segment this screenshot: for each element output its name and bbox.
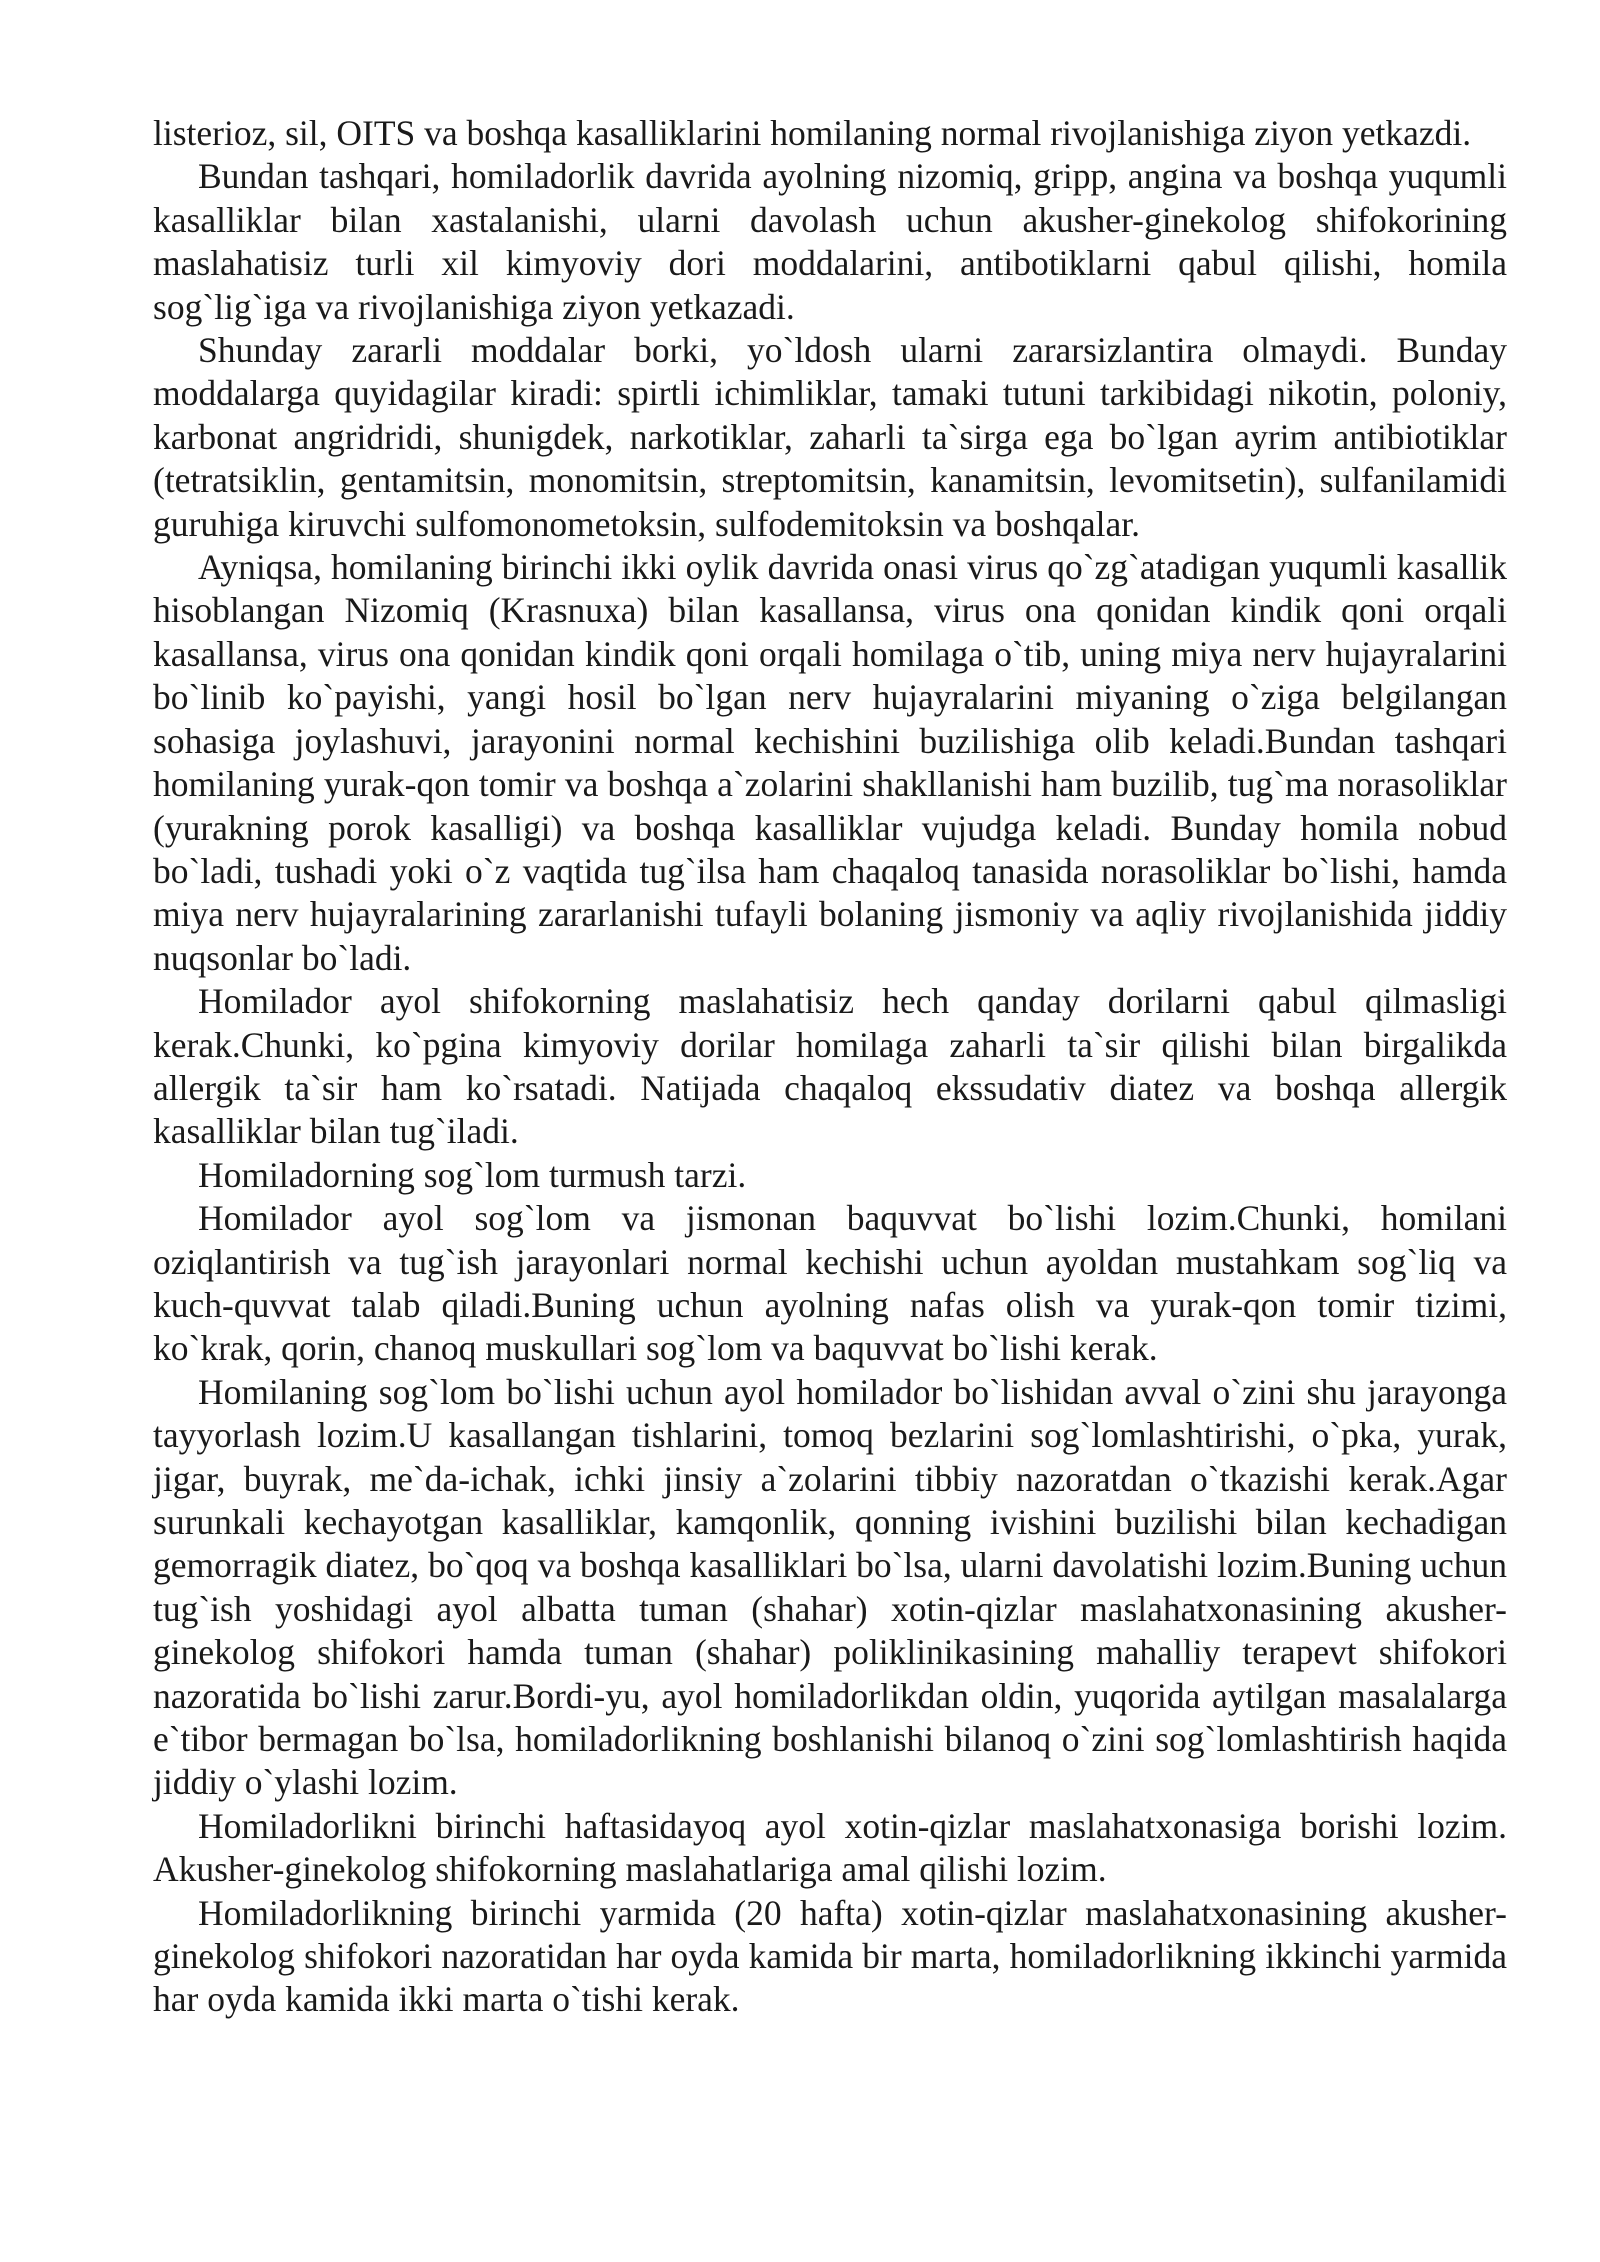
paragraph-4: Ayniqsa, homilaning birinchi ikki oylik davrida onasi virus qo`zg`atadigan yuqumli kasallik hisoblangan Nizomiq (Krasnuxa) bilan kasallansa, virus ona qonidan kindik qoni orqali kasallansa, virus ona qonidan kindik qoni orqali homilaga o`tib, uning miya nerv hujayralarini bo`linib ko`payishi, yangi hosil bo`lgan nerv hujayralarini miyaning o`ziga belgilangan sohasiga joylashuvi, jarayonini normal kechishini buzilishiga olib keladi.Bundan tashqari homilaning yurak-qon tomir va boshqa a`zolarini shakllanishi ham buzilib, tug`ma norasoliklar (yurakning porok kasalligi) va boshqa kasalliklar vujudga keladi. Bunday homila nobud bo`ladi, tushadi yoki o`z vaqtida tug`ilsa ham chaqaloq tanasida norasoliklar bo`lishi, hamda miya nerv hujayralarining zararlanishi tufayli bolaning jismoniy va aqliy rivojlanishida jiddiy nuqsonlar bo`ladi. <box>153 547 1507 978</box>
section-heading: Homiladorning sog`lom turmush tarzi. <box>198 1154 747 1195</box>
paragraph-10: Homiladorlikning birinchi yarmida (20 hafta) xotin-qizlar maslahatxonasining akusher-ginekolog shifokori nazoratidan har oyda kamida bir marta, homiladorlikning ikkinchi yarmida har oyda kamida ikki marta o`tishi kerak. <box>153 1892 1507 2020</box>
paragraph-5: Homilador ayol shifokorning maslahatisiz hech qanday dorilarni qabul qilmasligi kerak.Chunki, ko`pgina kimyoviy dorilar homilaga zaharli ta`sir qilishi bilan birgalikda allergik ta`sir ham ko`rsatadi. Natijada chaqaloq ekssudativ diatez va boshqa allergik kasalliklar bilan tug`iladi. <box>153 981 1507 1152</box>
paragraph-3: Shunday zararli moddalar borki, yo`ldosh ularni zararsizlantira olmaydi. Bunday moddalarga quyidagilar kiradi: spirtli ichimliklar, tamaki tutuni tarkibidagi nikotin, poloniy, karbonat angridridi, shunigdek, narkotiklar, zaharli ta`sirga ega bo`lgan ayrim antibiotiklar (tetratsiklin, gentamitsin, monomitsin, streptomitsin, kanamitsin, levomitsetin), sulfanilamidi guruhiga kiruvchi sulfomonometoksin, sulfodemitoksin va boshqalar. <box>153 330 1507 544</box>
paragraph-2: Bundan tashqari, homiladorlik davrida ayolning nizomiq, gripp, angina va boshqa yuqumli kasalliklar bilan xastalanishi, ularni davolash uchun akusher-ginekolog shifokorining maslahatisiz turli xil kimyoviy dori moddalarini, antibotiklarni qabul qilishi, homila sog`lig`iga va rivojlanishiga ziyon yetkazadi. <box>153 156 1507 327</box>
paragraph-1: listerioz, sil, OITS va boshqa kasalliklarini homilaning normal rivojlanishiga ziyon yetkazdi. <box>153 113 1472 153</box>
document-page <box>153 112 1507 2022</box>
paragraph-9: Homiladorlikni birinchi haftasidayoq ayol xotin-qizlar maslahatxonasiga borishi lozim. Akusher-ginekolog shifokorning maslahatlariga amal qilishi lozim. <box>153 1805 1507 1890</box>
paragraph-8: Homilaning sog`lom bo`lishi uchun ayol homilador bo`lishidan avval o`zini shu jarayonga tayyorlash lozim.U kasallangan tishlarini, tomoq bezlarini sog`lomlashtirishi, o`pka, yurak, jigar, buyrak, me`da-ichak, ichki jinsiy a`zolarini tibbiy nazoratdan o`tkazishi kerak.Agar surunkali kechayotgan kasalliklar, kamqonlik, qonning ivishini buzilishi bilan kechadigan gemorragik diatez, bo`qoq va boshqa kasalliklari bo`lsa, ularni davolatishi lozim.Buning uchun tug`ish yoshidagi ayol albatta tuman (shahar) xotin-qizlar maslahatxonasining akusher-ginekolog shifokori hamda tuman (shahar) poliklinikasining mahalliy terapevt shifokori nazoratida bo`lishi zarur.Bordi-yu, ayol homiladorlikdan oldin, yuqorida aytilgan masalalarga e`tibor bermagan bo`lsa, homiladorlikning boshlanishi bilanoq o`zini sog`lomlashtirish haqida jiddiy o`ylashi lozim. <box>153 1371 1507 1803</box>
paragraph-7: Homilador ayol sog`lom va jismonan baquvvat bo`lishi lozim.Chunki, homilani oziqlantirish va tug`ish jarayonlari normal kechishi uchun ayoldan mustahkam sog`liq va kuch-quvvat talab qiladi.Buning uchun ayolning nafas olish va yurak-qon tomir tizimi, ko`krak, qorin, chanoq muskullari sog`lom va baquvvat bo`lishi kerak. <box>153 1198 1507 1369</box>
